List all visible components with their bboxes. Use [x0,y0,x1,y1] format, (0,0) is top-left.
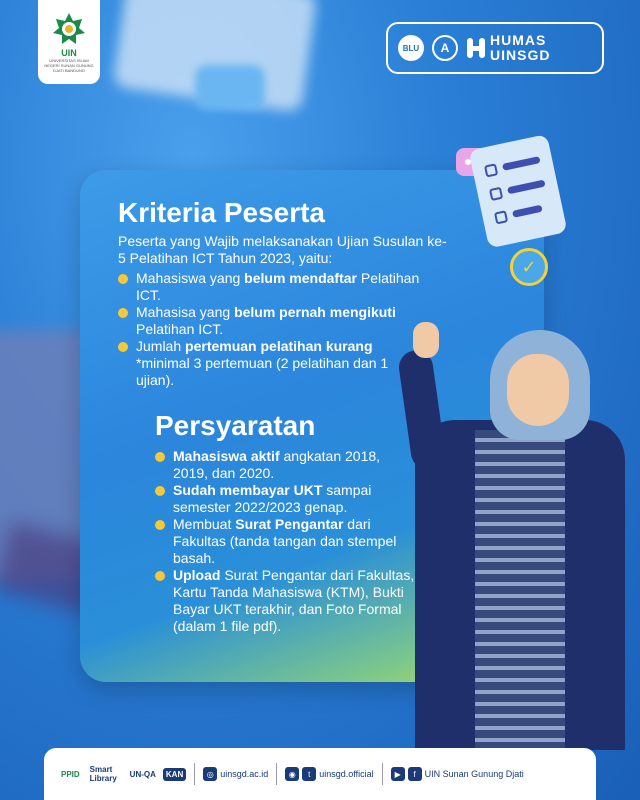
youtube-icon: ▶ [391,767,405,781]
criteria-list [118,270,438,389]
ppid-logo: PPID [61,769,80,779]
list-item: Mahasiswa aktif angkatan 2018, 2019, dan 2020. [155,448,415,482]
twitter-icon: t [302,767,316,781]
blurred-check-decoration [195,65,265,110]
kan-logo: KAN [163,768,186,781]
uin-logo [38,0,100,84]
globe-icon: ◎ [203,767,217,781]
partner-badges [386,22,604,74]
list-item: Jumlah pertemuan pelatihan kurang *minimal 3 pertemuan (2 pelatihan dan 1 ujian). [118,338,408,389]
facebook-link[interactable]: ▶ f UIN Sunan Gunung Djati [391,767,524,781]
list-item: Sudah membayar UKT sampai semester 2022/2023 genap. [155,482,415,516]
partner-logos [58,763,186,785]
website-link[interactable]: ◎ uinsgd.ac.id [203,767,268,781]
list-item: Membuat Surat Pengantar dari Fakultas (tanda tangan dan stempel basah. [155,516,415,567]
brand-line-1: HUMAS [490,32,547,48]
blu-badge: BLU [398,35,424,61]
divider [276,763,277,785]
smart-library-logo: Smart Library [89,765,117,783]
requirements-list [155,448,415,635]
humas-logo-icon [466,36,486,60]
facebook-icon: f [408,767,422,781]
brand-line-2: UINSGD [490,47,551,63]
accreditation-badge: A [432,35,458,61]
humas-brand [466,33,550,63]
divider [382,763,383,785]
uin-emblem-icon [52,12,86,46]
list-item: Upload Surat Pengantar dari Fakultas, Kartu Tanda Mahasiswa (KTM), Bukti Bayar UKT terakhir, dan Foto Formal (dalam 1 file pdf). [155,567,415,635]
criteria-title: Kriteria Peserta [118,197,326,228]
social-link[interactable]: ◉ t uinsgd.official [285,767,373,781]
divider [194,763,195,785]
unqa-logo: UN-QA [129,769,156,779]
student-photo [395,330,625,750]
list-item: Mahasiswa yang belum mendaftar Pelatihan ICT. [118,270,438,304]
requirements-title: Persyaratan [155,410,316,441]
list-item: Mahasisa yang belum pernah mengikuti Pelatihan ICT. [118,304,438,338]
logo-subtitle: UNIVERSITAS ISLAM NEGERI SUNAN GUNUNG DJATI BANDUNG [44,57,94,73]
logo-name: UIN [61,47,77,58]
instagram-icon: ◉ [285,767,299,781]
footer-bar [44,748,596,800]
criteria-intro: Peserta yang Wajib melaksanakan Ujian Susulan ke-5 Pelatihan ICT Tahun 2023, yaitu: [118,233,447,266]
checkmark-icon: ✓ [510,248,548,286]
